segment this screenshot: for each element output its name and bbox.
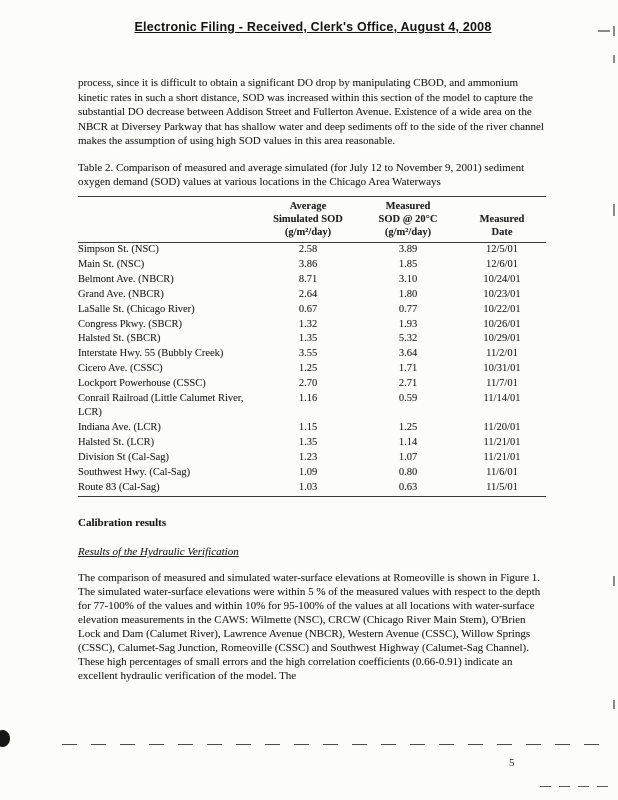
page-number: 5 — [509, 757, 515, 769]
cell-location: LaSalle St. (Chicago River) — [78, 303, 195, 315]
cell-measured-sod: 1.14 — [398, 436, 418, 448]
cell-measured-date: 10/29/01 — [483, 333, 521, 345]
table-row — [78, 392, 546, 421]
cell-measured-date: 10/24/01 — [483, 273, 521, 285]
cell-location: Simpson St. (NSC) — [78, 244, 159, 255]
paragraph-hydraulic-verification: The comparison of measured and simulated water-surface elevations at Romeoville is shown in Figure 1. The simulated water-surface elevations were within 5 % of the measured values with respect to the depth for 77-100% of the values and within 10% for 95-100% of the values at all locations with water-surface elevation measurements in the CAWS: Wilmette (NSC), CRCW (Chicago River Main Stem), O'Brien Lock and Dam (Calumet River), Lawrence Avenue (NBCR), Western Avenue (CSSC), Willow Springs (CSSC), Calumet-Sag Junction, Romeoville (CSSC) and Southwest Highway (Calumet-Sag Channel). These high percentages of small errors and the high correlation coefficients (0.66-0.91) indicate an excellent hydraulic verification of the model. The — [78, 572, 541, 683]
sod-table-header — [78, 196, 546, 242]
cell-location: Congress Pkwy. (SBCR) — [78, 318, 183, 330]
cell-measured-date: 10/22/01 — [483, 303, 521, 315]
table-row — [78, 347, 546, 362]
table-row — [78, 317, 546, 332]
cell-avg-simulated-sod: 1.15 — [298, 421, 318, 433]
cell-avg-simulated-sod: 1.35 — [298, 436, 318, 448]
cell-location: Southwest Hwy. (Cal-Sag) — [78, 466, 191, 478]
header-meas-line1: Measured — [385, 200, 431, 212]
cell-location: Cicero Ave. (CSSC) — [78, 363, 163, 375]
cell-measured-date: 11/21/01 — [483, 451, 521, 463]
header-location-cell — [78, 196, 258, 242]
cell-measured-date: 10/26/01 — [483, 318, 521, 330]
cell-location: Indiana Ave. (LCR) — [78, 421, 161, 433]
header-measured-date — [458, 196, 546, 242]
cell-measured-sod: 3.10 — [398, 273, 418, 285]
header-avg-line1: Average — [289, 200, 327, 212]
table-row — [78, 435, 546, 450]
cell-avg-simulated-sod: 1.03 — [258, 480, 358, 497]
calibration-results-heading: Calibration results — [78, 517, 167, 530]
table-row — [78, 302, 546, 317]
cell-avg-simulated-sod: 1.23 — [298, 451, 318, 463]
cell-avg-simulated-sod: 1.09 — [298, 466, 318, 478]
cell-avg-simulated-sod: 2.64 — [298, 288, 318, 300]
sod-table-body — [78, 242, 546, 497]
header-date-line2: Date — [491, 226, 513, 238]
cell-measured-date: 11/7/01 — [486, 378, 518, 390]
header-avg-line3: (g/m²/day) — [284, 226, 332, 238]
cell-measured-date: 11/2/01 — [486, 348, 518, 360]
cell-measured-date: 10/23/01 — [483, 288, 521, 300]
table-row — [78, 420, 546, 435]
cell-measured-date: 11/20/01 — [483, 421, 521, 433]
scan-artifact-ink-blob — [0, 730, 10, 747]
scan-artifact-dashed-line — [62, 744, 604, 745]
table-caption: Table 2. Comparison of measured and average simulated (for July 12 to November 9, 2001) sediment oxygen demand (SOD) values at various locations in the Chicago Area Waterways — [78, 161, 525, 188]
cell-avg-simulated-sod: 3.86 — [298, 258, 318, 270]
cell-avg-simulated-sod: 8.71 — [298, 273, 318, 285]
table-row — [78, 362, 546, 377]
header-date-line1: Measured — [479, 213, 525, 225]
table-row — [78, 332, 546, 347]
table-row — [78, 242, 546, 257]
cell-location: Main St. (NSC) — [78, 258, 145, 270]
cell-measured-date: 12/6/01 — [485, 258, 519, 270]
cell-measured-sod: 5.32 — [398, 333, 418, 345]
cell-avg-simulated-sod: 3.55 — [298, 348, 318, 360]
cell-measured-date: 11/14/01 — [483, 393, 521, 405]
cell-measured-date: 11/5/01 — [458, 480, 546, 497]
header-meas-line2: SOD @ 20°C — [378, 213, 438, 225]
cell-measured-sod: 1.71 — [398, 363, 418, 375]
cell-avg-simulated-sod: 2.70 — [298, 378, 318, 390]
cell-measured-sod: 1.07 — [398, 451, 418, 463]
cell-measured-sod: 0.77 — [398, 303, 418, 315]
cell-avg-simulated-sod: 2.58 — [298, 244, 318, 255]
cell-location: Interstate Hwy. 55 (Bubbly Creek) — [78, 348, 224, 360]
table-row — [78, 257, 546, 272]
cell-measured-sod: 0.80 — [398, 466, 418, 478]
cell-measured-sod: 1.25 — [398, 421, 418, 433]
cell-avg-simulated-sod: 1.16 — [298, 393, 318, 405]
header-measured-sod — [358, 196, 458, 242]
filing-stamp-header: Electronic Filing - Received, Clerk's Office, August 4, 2008 — [134, 20, 492, 34]
header-avg-line2: Simulated SOD — [273, 213, 343, 225]
cell-measured-sod: 0.59 — [398, 393, 418, 405]
cell-location: Route 83 (Cal-Sag) — [78, 480, 258, 497]
cell-measured-date: 10/31/01 — [483, 363, 521, 375]
table-row — [78, 377, 546, 392]
cell-measured-sod: 2.71 — [398, 378, 418, 390]
cell-location: Grand Ave. (NBCR) — [78, 288, 164, 300]
table-row — [78, 272, 546, 287]
cell-measured-sod: 1.85 — [398, 258, 418, 270]
cell-location: Conrail Railroad (Little Calumet River, LCR) — [78, 393, 244, 418]
cell-measured-date: 11/6/01 — [486, 466, 518, 478]
cell-measured-sod: 3.89 — [398, 244, 418, 255]
cell-location: Division St (Cal-Sag) — [78, 451, 169, 463]
header-row — [78, 196, 546, 242]
cell-measured-sod: 1.80 — [398, 288, 418, 300]
cell-avg-simulated-sod: 1.35 — [298, 333, 318, 345]
sod-comparison-table — [78, 196, 546, 498]
cell-location: Halsted St. (SBCR) — [78, 333, 161, 345]
cell-location: Halsted St. (LCR) — [78, 436, 155, 448]
scan-artifact-corner-dashes — [540, 786, 612, 787]
table-row — [78, 450, 546, 465]
cell-avg-simulated-sod: 1.25 — [298, 363, 318, 375]
cell-avg-simulated-sod: 0.67 — [298, 303, 318, 315]
scan-artifact-edge-mark — [613, 700, 615, 709]
cell-location: Lockport Powerhouse (CSSC) — [78, 378, 206, 390]
cell-location: Belmont Ave. (NBCR) — [78, 273, 174, 285]
cell-measured-sod: 0.63 — [358, 480, 458, 497]
header-avg-simulated — [258, 196, 358, 242]
cell-measured-date: 11/21/01 — [483, 436, 521, 448]
cell-measured-sod: 3.64 — [398, 348, 418, 360]
table-row — [78, 465, 546, 480]
cell-avg-simulated-sod: 1.32 — [298, 318, 318, 330]
table-row — [78, 287, 546, 302]
hydraulic-verification-heading: Results of the Hydraulic Verification — [78, 546, 239, 559]
cell-measured-date: 12/5/01 — [485, 244, 519, 255]
table-row — [78, 480, 546, 497]
header-meas-line3: (g/m²/day) — [384, 226, 432, 238]
cell-measured-sod: 1.93 — [398, 318, 418, 330]
paragraph-sod-discussion: process, since it is difficult to obtain a significant DO drop by manipulating CBOD, and ammonium kinetic rates in such a short distance, SOD was increased within this section of the model to capture the substantial DO decrease between Addison Street and Fullerton Avenue. Existence of a wide area on the NBCR at Diversey Parkway that has shallow water and deep sediments off to the side of the river channel makes the assumption of using high SOD values in this area reasonable. — [78, 77, 544, 147]
